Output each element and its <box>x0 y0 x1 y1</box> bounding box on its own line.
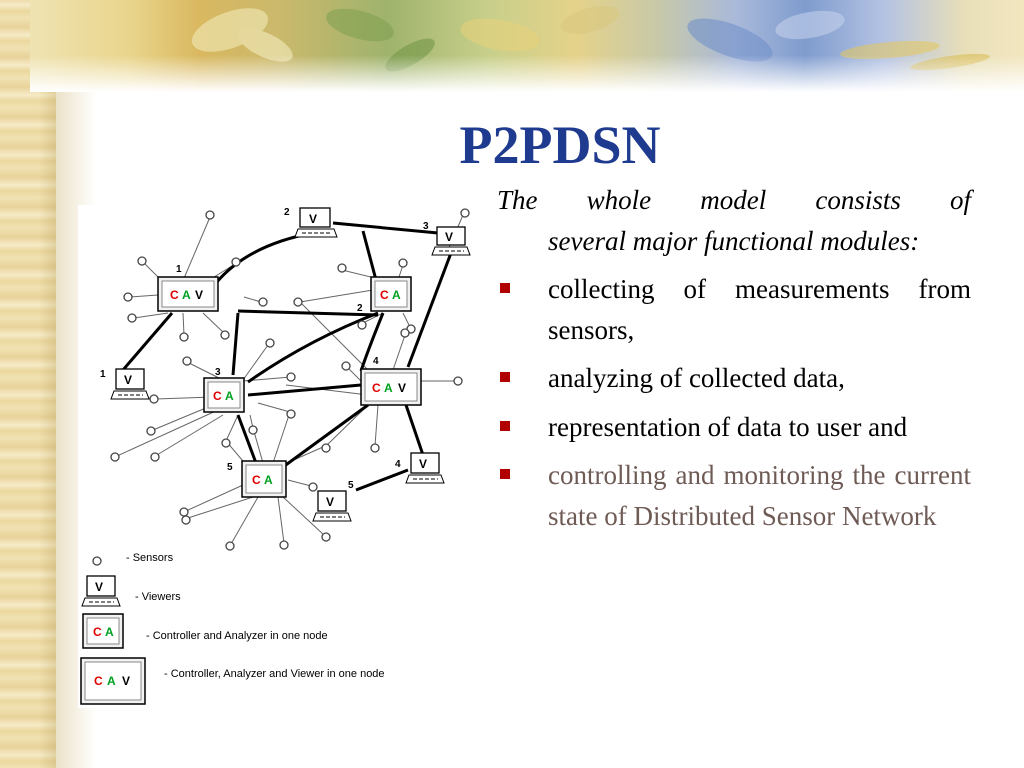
cav4-a: A <box>384 381 393 395</box>
node-ca5 <box>227 461 286 497</box>
bullet-item <box>497 407 971 448</box>
node-cav4 <box>361 356 421 405</box>
viewer5-number: 5 <box>348 480 354 491</box>
bullet-item <box>497 269 971 350</box>
viewer-3 <box>423 221 470 255</box>
legend-ca-c: C <box>93 625 102 639</box>
ca2-a: A <box>392 288 401 302</box>
bullet-item <box>497 455 971 536</box>
cav1-v: V <box>195 288 204 302</box>
viewer1-v: V <box>124 373 133 387</box>
intro-first-line: The whole model consists of <box>497 185 971 215</box>
viewer2-v: V <box>309 212 318 226</box>
legend-cav-c: C <box>94 674 103 688</box>
bullet-text: controlling and monitoring the current state of Distributed Sensor Network <box>548 460 971 531</box>
intro-rest: several major functional modules: <box>548 225 920 256</box>
network-diagram <box>78 205 474 708</box>
viewer-1 <box>100 369 149 399</box>
bullet-text: representation of data to user and <box>548 411 908 442</box>
node-ca2 <box>357 277 411 314</box>
network-diagram-canvas <box>78 205 474 708</box>
ca3-c: C <box>213 389 222 403</box>
viewer3-v: V <box>445 230 454 244</box>
viewer-2 <box>284 207 337 237</box>
ca3-a: A <box>225 389 234 403</box>
banner-fade <box>30 55 1024 92</box>
viewer-4 <box>395 453 444 483</box>
square-bullet-icon <box>500 421 510 431</box>
bullet-text: collecting of measurements from sensors, <box>548 274 971 345</box>
legend-cav-a: A <box>107 674 116 688</box>
bullet-item <box>497 358 971 399</box>
square-bullet-icon <box>500 283 510 293</box>
ca2-c: C <box>380 288 389 302</box>
viewer-5 <box>313 480 354 521</box>
legend-sensors: - Sensors <box>126 552 174 564</box>
legend-sensor-icon <box>93 557 101 565</box>
viewer3-number: 3 <box>423 221 429 232</box>
cav1-number: 1 <box>176 264 182 275</box>
viewer4-number: 4 <box>395 459 401 470</box>
cav4-c: C <box>372 381 381 395</box>
legend-cav-v: V <box>122 674 131 688</box>
slide-body <box>497 180 971 544</box>
ca2-number: 2 <box>357 303 363 314</box>
viewer1-number: 1 <box>100 369 106 380</box>
legend-ca: - Controller and Analyzer in one node <box>146 630 328 642</box>
viewer2-number: 2 <box>284 207 290 218</box>
top-decorative-banner <box>30 0 1024 92</box>
cav1-c: C <box>170 288 179 302</box>
slide-title: P2PDSN <box>459 115 661 175</box>
legend-viewers: - Viewers <box>135 591 181 603</box>
legend-ca-a: A <box>105 625 114 639</box>
legend-viewer-v: V <box>95 580 104 594</box>
cav4-v: V <box>398 381 407 395</box>
square-bullet-icon <box>500 469 510 479</box>
legend <box>81 552 385 704</box>
cav1-a: A <box>182 288 191 302</box>
ca3-number: 3 <box>215 367 221 378</box>
node-cav1 <box>158 264 218 311</box>
viewer4-v: V <box>419 457 428 471</box>
viewer5-v: V <box>326 495 335 509</box>
legend-cav: - Controller, Analyzer and Viewer in one node <box>164 668 385 680</box>
square-bullet-icon <box>500 372 510 382</box>
left-parchment-strip <box>0 0 56 768</box>
intro-paragraph <box>497 180 971 261</box>
ca5-c: C <box>252 473 261 487</box>
bullet-text: analyzing of collected data, <box>548 363 845 393</box>
ca5-a: A <box>264 473 273 487</box>
ca5-number: 5 <box>227 462 233 473</box>
cav4-number: 4 <box>373 356 379 367</box>
